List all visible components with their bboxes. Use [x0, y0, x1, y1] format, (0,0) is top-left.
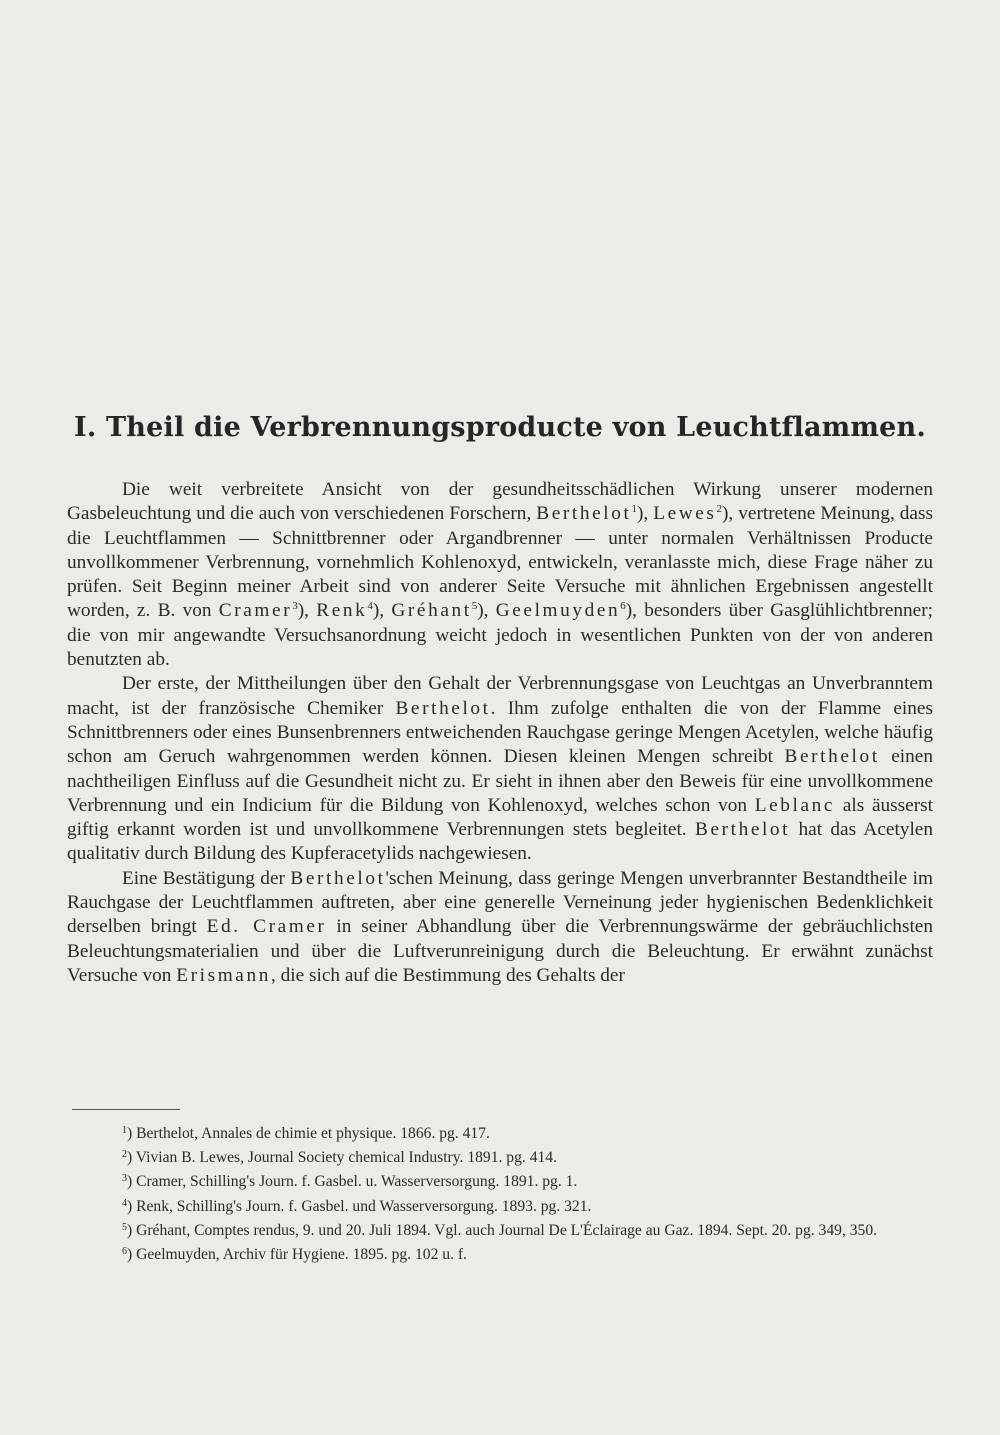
- spaced-name: Ed. Cramer: [206, 916, 327, 938]
- text-run: ),: [372, 600, 392, 622]
- spaced-name: Cramer: [218, 600, 293, 622]
- spaced-name: Geelmuyden: [495, 600, 621, 622]
- text-run: hat das Acetylen qualitativ durch Bildung des Kupferacetylids nachgewiesen.: [67, 819, 933, 865]
- text-run: ), besonders über Gasglühlichtbrenner; die von mir angewandte Versuchsanordnung weicht jedoch in wesentlichen Punkten von der von anderen benutzten ab.: [67, 600, 933, 671]
- paragraph: [67, 478, 933, 672]
- footnote: [72, 1195, 932, 1219]
- footnote-reference: 3: [292, 600, 298, 613]
- spaced-name: Leblanc: [754, 794, 836, 816]
- footnote-reference: 4: [367, 600, 373, 613]
- text-run: Der erste, der Mittheilungen über den Gehalt der Verbrennungsgase von Leuchtgas an Unverbranntem macht, ist der französische Chemiker: [67, 673, 933, 719]
- spaced-name: Berthelot: [395, 697, 491, 719]
- footnote: [72, 1170, 932, 1194]
- text-run: Die weit verbreitete Ansicht von der gesundheitsschädlichen Wirkung unserer modernen Gasbeleuchtung und die auch von verschiedenen Forschern,: [67, 479, 933, 525]
- footnote-text: ) Cramer, Schilling's Journ. f. Gasbel. u. Wasserversorgung. 1891. pg. 1.: [127, 1173, 578, 1191]
- spaced-name: Renk: [316, 600, 368, 622]
- footnote-reference: 2: [716, 503, 723, 516]
- text-run: , die sich auf die Bestimmung des Gehalts der: [270, 964, 625, 986]
- footnote: [72, 1146, 932, 1170]
- text-run: . Ihm zufolge enthalten die von der Flamme eines Schnittbrenners oder eines Bunsenbrenners entweichenden Rauchgase geringe Mengen Acetylen, welche häufig schon am Geruch wahrgenommen werden können. Diesen kleinen Mengen schreibt: [67, 697, 933, 768]
- footnote-mark: 1: [122, 1125, 127, 1136]
- spaced-name: Erismann: [176, 964, 271, 986]
- footnote-mark: 2: [122, 1149, 127, 1161]
- spaced-name: Gréhant: [391, 600, 472, 622]
- footnote-mark: 3: [122, 1173, 127, 1185]
- spaced-name: Lewes: [653, 503, 717, 525]
- spaced-name: Berthelot: [536, 503, 632, 525]
- paragraph: [67, 672, 933, 866]
- text-run: Eine Bestätigung der: [122, 867, 291, 889]
- footnotes: [72, 1122, 932, 1267]
- footnote-text: ) Vivian B. Lewes, Journal Society chemical Industry. 1891. pg. 414.: [127, 1149, 557, 1167]
- footnote-mark: 4: [122, 1197, 127, 1209]
- text-run: einen nachtheiligen Einfluss auf die Gesundheit nicht zu. Er sieht in ihnen aber den Beweis für eine unvollkommene Verbrennung und ein Indicium für die Bildung von Kohlenoxyd, welches schon von: [67, 746, 933, 816]
- text-run: ), vertretene Meinung, dass die Leuchtflammen — Schnittbrenner oder Argandbrenner — unter normalen Verhältnissen Producte unvollkommener Verbrennung, vornehmlich Kohlenoxyd, entwickeln, veranlasste mich, diese Frage näher zu prüfen. Seit Beginn meiner Arbeit sind von anderer Seite Versuche mit ähnlichen Ergebnissen angestellt worden, z. B. von: [67, 503, 933, 622]
- section-heading: I. Theil die Verbrennungsproducte von Leuchtflammen.: [73, 412, 926, 443]
- footnote: [72, 1219, 932, 1243]
- spaced-name: Berthelot: [784, 746, 880, 768]
- footnote-text: ) Renk, Schilling's Journ. f. Gasbel. und Wasserversorgung. 1893. pg. 321.: [127, 1197, 592, 1215]
- text-run: ),: [297, 600, 317, 622]
- footnote-text: ) Berthelot, Annales de chimie et physique. 1866. pg. 417.: [127, 1125, 490, 1142]
- footnote-mark: 6: [122, 1246, 127, 1258]
- footnote-separator: [72, 1109, 180, 1110]
- spaced-name: Berthelot: [694, 819, 791, 841]
- text-run: in seiner Abhandlung über die Verbrennungswärme der gebräuchlichsten Beleuchtungsmaterialien und über die Luftverunreinigung durch die Beleuchtung. Er erwähnt zunächst Versuche von: [67, 916, 934, 986]
- footnote-text: ) Geelmuyden, Archiv für Hygiene. 1895. pg. 102 u. f.: [127, 1246, 467, 1264]
- footnote-text: ) Gréhant, Comptes rendus, 9. und 20. Juli 1894. Vgl. auch Journal De L'Éclairage au Gaz. 1894. Sept. 20. pg. 349, 350.: [127, 1221, 878, 1239]
- text-run: als äusserst giftig erkannt worden ist und unvollkommene Verbrennungen stets begleitet.: [67, 794, 933, 841]
- footnote-reference: 6: [620, 600, 626, 613]
- body-text: [67, 478, 933, 988]
- text-run: ),: [477, 600, 496, 622]
- footnote-reference: 5: [471, 600, 478, 613]
- paragraph: [67, 867, 933, 988]
- text-run: 'schen Meinung, dass geringe Mengen unverbrannter Bestandtheile im Rauchgase der Leuchtflammen auftreten, aber eine generelle Verneinung jeder hygienischen Bedenklichkeit derselben bringt: [67, 867, 934, 938]
- text-run: ),: [636, 503, 654, 525]
- footnote-mark: 5: [122, 1221, 127, 1233]
- spaced-name: Berthelot: [290, 867, 386, 889]
- footnote: [72, 1122, 932, 1146]
- footnote: [72, 1243, 932, 1267]
- footnote-reference: 1: [631, 503, 637, 516]
